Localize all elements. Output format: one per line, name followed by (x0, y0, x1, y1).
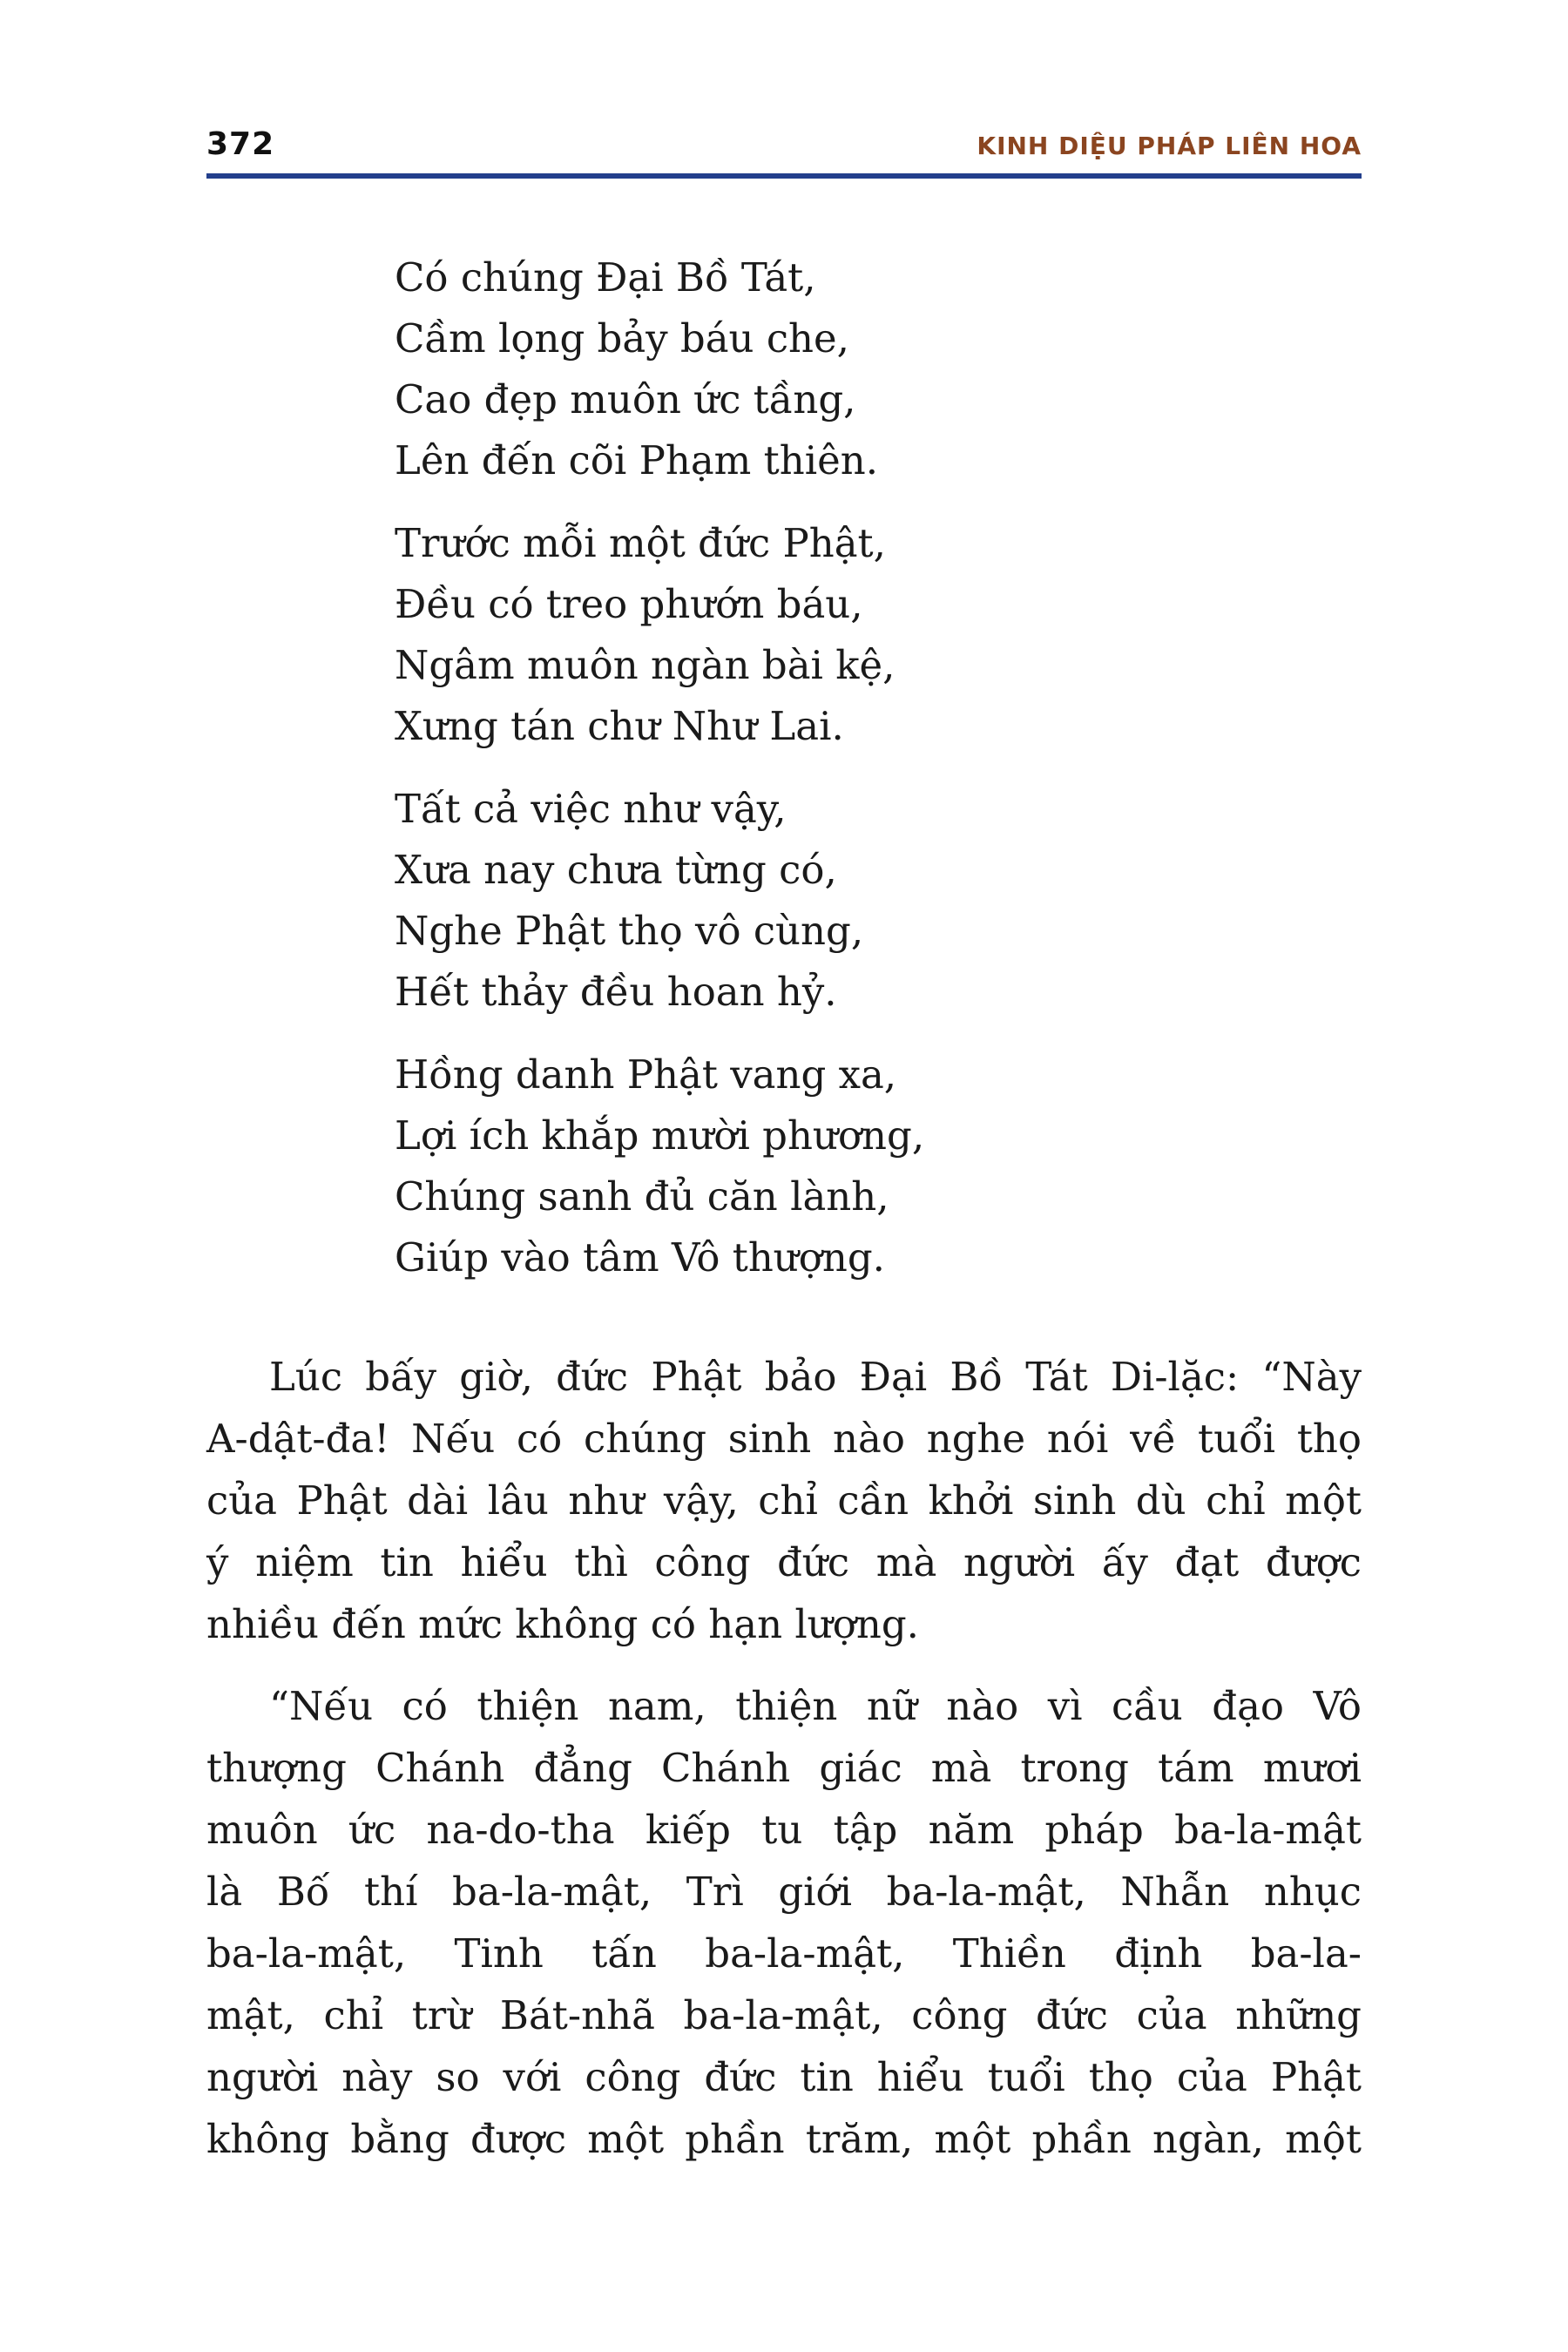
text-line: nhiều đến mức không có hạn lượng. (206, 1601, 919, 1647)
text-line: ý niệm tin hiểu thì công đức mà người ấy đạt được (206, 1539, 1362, 1585)
text-line: của Phật dài lâu như vậy, chỉ cần khởi sinh dù chỉ một (206, 1477, 1362, 1524)
verse-line: Tất cả việc như vậy, (395, 786, 787, 832)
verse-line: Cao đẹp muôn ức tầng, (395, 376, 856, 422)
paragraph (206, 1675, 1362, 2170)
text-line: A-dật-đa! Nếu có chúng sinh nào nghe nói về tuổi thọ (206, 1416, 1362, 1462)
verse-line: Nghe Phật thọ vô cùng, (395, 908, 864, 954)
text-line: người này so với công đức tin hiểu tuổi thọ của Phật (206, 2054, 1362, 2100)
running-header (206, 127, 1362, 166)
verse-line: Ngâm muôn ngàn bài kệ, (395, 642, 896, 688)
page-number: 372 (206, 126, 275, 162)
verse-line: Xưa nay chưa từng có, (395, 847, 837, 893)
verse-line: Đều có treo phướn báu, (395, 581, 863, 627)
verse-line: Lên đến cõi Phạm thiên. (395, 437, 879, 483)
verse-line: Cầm lọng bảy báu che, (395, 315, 849, 362)
text-line: mật, chỉ trừ Bát-nhã ba-la-mật, công đức của những (206, 1992, 1362, 2038)
stanza (395, 779, 924, 1023)
text-line: “Nếu có thiện nam, thiện nữ nào vì cầu đạo Vô (269, 1683, 1362, 1729)
verse-line: Hết thảy đều hoan hỷ. (395, 969, 837, 1015)
text-line: Lúc bấy giờ, đức Phật bảo Đại Bồ Tát Di-lặc: “Này (269, 1354, 1362, 1400)
header-rule (206, 173, 1362, 179)
verse-line: Có chúng Đại Bồ Tát, (395, 254, 816, 301)
verse-block (395, 247, 924, 1310)
text-line: thượng Chánh đẳng Chánh giác mà trong tám mươi (206, 1745, 1362, 1791)
verse-line: Xưng tán chư Như Lai. (395, 703, 844, 749)
stanza (395, 513, 924, 757)
prose-block (206, 1346, 1362, 2190)
stanza (395, 247, 924, 491)
verse-line: Chúng sanh đủ căn lành, (395, 1173, 889, 1220)
paragraph (206, 1346, 1362, 1655)
verse-line: Lợi ích khắp mười phương, (395, 1112, 925, 1159)
verse-line: Hồng danh Phật vang xa, (395, 1051, 897, 1098)
verse-line: Trước mỗi một đức Phật, (395, 520, 886, 566)
text-line: không bằng được một phần trăm, một phần ngàn, một (206, 2116, 1362, 2162)
book-title: KINH DIỆU PHÁP LIÊN HOA (977, 132, 1362, 160)
text-line: muôn ức na-do-tha kiếp tu tập năm pháp ba-la-mật (206, 1807, 1362, 1853)
text-line: ba-la-mật, Tinh tấn ba-la-mật, Thiền định ba-la- (206, 1930, 1362, 1977)
text-line: là Bố thí ba-la-mật, Trì giới ba-la-mật, Nhẫn nhục (206, 1869, 1362, 1915)
stanza (395, 1044, 924, 1288)
verse-line: Giúp vào tâm Vô thượng. (395, 1234, 885, 1281)
